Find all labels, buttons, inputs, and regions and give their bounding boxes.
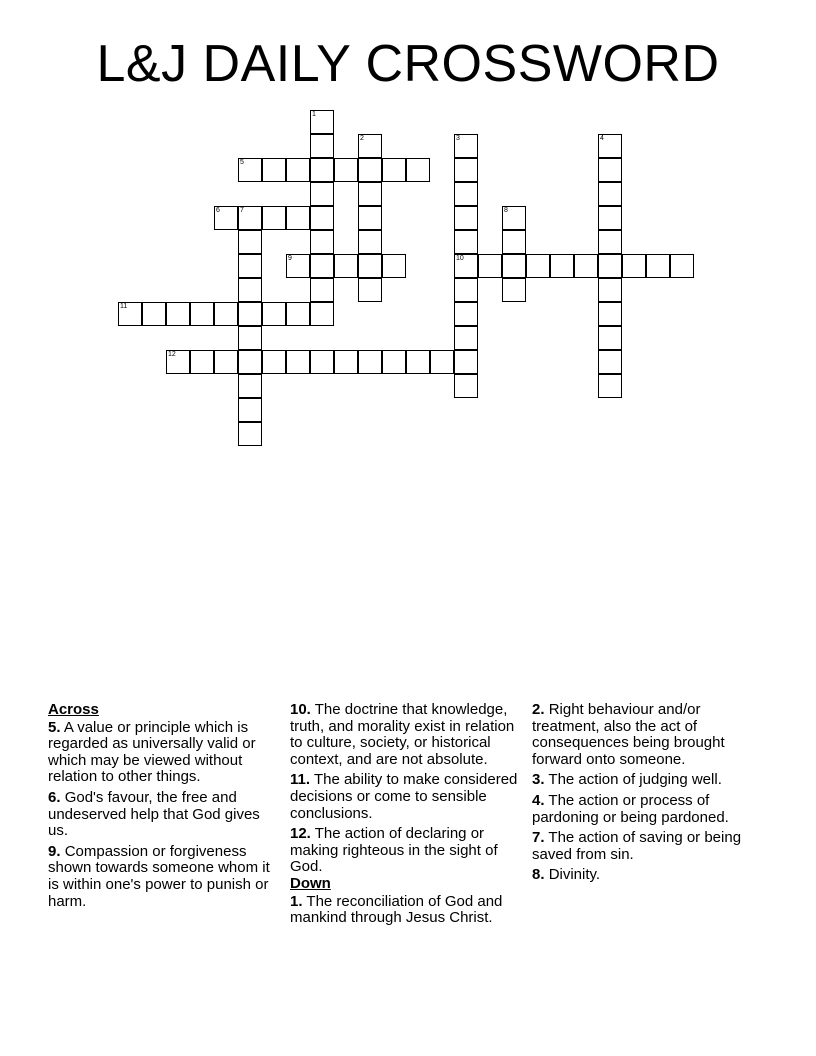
clue-down-2: 2. Right behaviour and/or treatment, also the act of consequences being brought forward onto someone. <box>532 701 725 768</box>
grid-cell[interactable] <box>214 302 238 326</box>
grid-cell[interactable] <box>118 302 142 326</box>
grid-cell[interactable] <box>478 254 502 278</box>
clue-across-10: 10. The doctrine that knowledge, truth, and morality exist in relation to culture, society, or historical context, and are not absolute. <box>290 701 515 768</box>
cell-number: 6 <box>216 207 220 214</box>
grid-cell[interactable] <box>382 350 406 374</box>
grid-cell[interactable] <box>598 350 622 374</box>
grid-cell[interactable] <box>142 302 166 326</box>
clue-across-9: 9. Compassion or forgiveness shown towards someone whom it is within one's power to punish or harm. <box>48 842 270 910</box>
grid-cell[interactable] <box>310 254 334 278</box>
grid-cell[interactable] <box>502 230 526 254</box>
clues-column-3 <box>532 702 768 884</box>
grid-cell[interactable] <box>238 158 262 182</box>
grid-cell[interactable] <box>310 182 334 206</box>
grid-cell[interactable] <box>550 254 574 278</box>
cell-number: 12 <box>168 351 176 358</box>
grid-cell[interactable] <box>358 278 382 302</box>
grid-cell[interactable] <box>214 350 238 374</box>
grid-cell[interactable] <box>358 134 382 158</box>
grid-cell[interactable] <box>526 254 550 278</box>
grid-cell[interactable] <box>238 326 262 350</box>
grid-cell[interactable] <box>454 374 478 398</box>
grid-cell[interactable] <box>382 158 406 182</box>
grid-cell[interactable] <box>238 374 262 398</box>
cell-number: 11 <box>120 303 128 310</box>
grid-cell[interactable] <box>358 182 382 206</box>
page-title: L&J DAILY CROSSWORD <box>96 35 720 93</box>
clue-across-5: 5. A value or principle which is regarded as universally valid or which may be viewed without relation to other things. <box>48 718 256 786</box>
grid-cell[interactable] <box>238 254 262 278</box>
grid-cell[interactable] <box>262 302 286 326</box>
grid-cell[interactable] <box>454 182 478 206</box>
grid-cell[interactable] <box>598 302 622 326</box>
grid-cell[interactable] <box>358 158 382 182</box>
grid-cell[interactable] <box>646 254 670 278</box>
grid-cell[interactable] <box>310 302 334 326</box>
grid-cell[interactable] <box>406 158 430 182</box>
grid-cell[interactable] <box>502 278 526 302</box>
grid-cell[interactable] <box>166 350 190 374</box>
grid-cell[interactable] <box>214 206 238 230</box>
grid-cell[interactable] <box>358 350 382 374</box>
grid-cell[interactable] <box>310 134 334 158</box>
grid-cell[interactable] <box>502 206 526 230</box>
grid-cell[interactable] <box>454 230 478 254</box>
cell-number: 5 <box>240 159 244 166</box>
grid-cell[interactable] <box>166 302 190 326</box>
grid-cell[interactable] <box>286 206 310 230</box>
grid-cell[interactable] <box>454 206 478 230</box>
grid-cell[interactable] <box>598 230 622 254</box>
clue-down-4: 4. The action or process of pardoning or being pardoned. <box>532 791 729 826</box>
grid-cell[interactable] <box>598 278 622 302</box>
grid-cell[interactable] <box>358 230 382 254</box>
grid-cell[interactable] <box>310 206 334 230</box>
grid-cell[interactable] <box>238 302 262 326</box>
grid-cell[interactable] <box>454 278 478 302</box>
grid-cell[interactable] <box>598 158 622 182</box>
grid-cell[interactable] <box>598 134 622 158</box>
grid-cell[interactable] <box>358 206 382 230</box>
crossword-grid <box>0 0 816 460</box>
grid-cell[interactable] <box>190 302 214 326</box>
grid-cell[interactable] <box>310 350 334 374</box>
grid-cell[interactable] <box>238 398 262 422</box>
across-header: Across <box>48 701 99 718</box>
grid-cell[interactable] <box>454 326 478 350</box>
grid-cell[interactable] <box>238 230 262 254</box>
grid-cell[interactable] <box>262 206 286 230</box>
grid-cell[interactable] <box>334 254 358 278</box>
cell-number: 4 <box>600 135 604 142</box>
grid-cell[interactable] <box>334 350 358 374</box>
cell-number: 3 <box>456 135 460 142</box>
grid-cell[interactable] <box>598 206 622 230</box>
grid-cell[interactable] <box>286 350 310 374</box>
clue-across-6: 6. God's favour, the free and undeserved help that God gives us. <box>48 788 260 840</box>
grid-cell[interactable] <box>238 350 262 374</box>
grid-cell[interactable] <box>310 110 334 134</box>
grid-cell[interactable] <box>310 278 334 302</box>
clue-down-7: 7. The action of saving or being saved from sin. <box>532 829 742 863</box>
grid-cell[interactable] <box>262 350 286 374</box>
cell-number: 9 <box>288 255 292 262</box>
grid-cell[interactable] <box>286 302 310 326</box>
grid-cell[interactable] <box>454 254 478 278</box>
cell-number: 2 <box>360 135 364 142</box>
grid-cell[interactable] <box>238 278 262 302</box>
grid-cell[interactable] <box>238 422 262 446</box>
grid-cell[interactable] <box>286 158 310 182</box>
grid-cell[interactable] <box>358 254 382 278</box>
cell-number: 7 <box>240 207 244 214</box>
grid-cell[interactable] <box>310 230 334 254</box>
clue-across-11: 11. The ability to make considered decisions or come to sensible conclusions. <box>290 771 518 822</box>
grid-cell[interactable] <box>262 158 286 182</box>
grid-cell[interactable] <box>406 350 430 374</box>
grid-cell[interactable] <box>502 254 526 278</box>
grid-cell[interactable] <box>598 326 622 350</box>
grid-cell[interactable] <box>286 254 310 278</box>
grid-cell[interactable] <box>238 206 262 230</box>
clue-down-3: 3. The action of judging well. <box>532 771 722 789</box>
grid-cell[interactable] <box>598 254 622 278</box>
clues-column-2 <box>290 702 522 927</box>
cell-number: 10 <box>456 255 464 262</box>
clue-down-1: 1. The reconciliation of God and mankind through Jesus Christ. <box>290 892 503 927</box>
cell-number: 8 <box>504 207 508 214</box>
grid-cell[interactable] <box>598 374 622 398</box>
grid-cell[interactable] <box>310 158 334 182</box>
clues-column-1 <box>48 702 280 910</box>
grid-cell[interactable] <box>190 350 214 374</box>
grid-cell[interactable] <box>382 254 406 278</box>
clue-down-8: 8. Divinity. <box>532 866 601 884</box>
down-header: Down <box>290 874 331 892</box>
grid-cell[interactable] <box>430 350 454 374</box>
grid-cell[interactable] <box>334 158 358 182</box>
grid-cell[interactable] <box>454 158 478 182</box>
grid-cell[interactable] <box>574 254 598 278</box>
grid-cell[interactable] <box>622 254 646 278</box>
cell-number: 1 <box>312 111 316 118</box>
grid-cell[interactable] <box>454 302 478 326</box>
grid-cell[interactable] <box>454 134 478 158</box>
grid-cell[interactable] <box>670 254 694 278</box>
grid-cell[interactable] <box>598 182 622 206</box>
clue-across-12: 12. The action of declaring or making righteous in the sight of God. <box>290 825 498 876</box>
grid-cell[interactable] <box>454 350 478 374</box>
